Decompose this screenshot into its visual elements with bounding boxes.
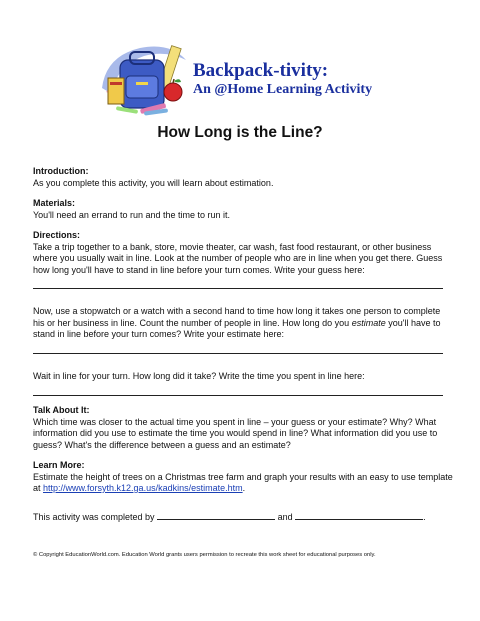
- talk-about-it-heading: Talk About It:: [33, 405, 90, 415]
- completer-name-blank-1[interactable]: [157, 510, 275, 520]
- brand-title: Backpack-tivity:: [193, 60, 329, 81]
- stopwatch-text-b: you'll have to stand in line before your turn comes? Write your estimate here:: [33, 317, 441, 339]
- stopwatch-instructions: [33, 306, 453, 341]
- time-spent-answer-line[interactable]: [33, 395, 443, 396]
- introduction-section: [33, 166, 453, 189]
- directions-heading: Directions:: [33, 230, 81, 240]
- wait-instructions: Wait in line for your turn. How long did it take? Write the time you spent in line here:: [33, 370, 365, 381]
- introduction-heading: Introduction:: [33, 166, 89, 176]
- worksheet-body: [33, 166, 453, 532]
- learn-more-section: [33, 460, 453, 495]
- guess-answer-line[interactable]: [33, 288, 443, 289]
- talk-about-it-text: Which time was closer to the actual time you spent in line – your guess or your estimate? Why? What information did you use to estimate the time you would spend in line? What information did you use to guess? What's the difference between a guess and an estimate?: [33, 416, 438, 450]
- stopwatch-text-a: Now, use a stopwatch or a watch with a second hand to time how long it takes one person to complete his or her business in line. Count the number of people in line. How long do you: [33, 306, 441, 328]
- learn-more-heading: Learn More:: [33, 460, 85, 470]
- completer-name-blank-2[interactable]: [295, 510, 423, 520]
- book-shape: [108, 78, 124, 104]
- talk-about-it-section: [33, 405, 453, 451]
- completed-prefix: This activity was completed by: [33, 511, 155, 522]
- page-title: How Long is the Line?: [157, 124, 323, 141]
- copyright-footer: © Copyright EducationWorld.com. Education World grants users permission to recreate this work sheet for educational purposes only.: [33, 552, 376, 558]
- directions-text: Take a trip together to a bank, store, movie theater, car wash, fast food restaurant, or other business where you usually wait in line. Look at the number of people who are in line when you get there. Guess how long you'll have to stand in line before your turn comes. Write your guess here:: [33, 241, 443, 275]
- backpack-logo-illustration: [96, 38, 190, 118]
- completion-line: [33, 510, 453, 524]
- learn-more-body: Estimate the height of trees on a Christmas tree farm and graph your results with an easy to use template at: [33, 471, 453, 493]
- estimate-template-link[interactable]: http://www.forsyth.k12.ga.us/kadkins/estimate.htm: [43, 483, 243, 493]
- materials-text: You'll need an errand to run and the time to run it.: [33, 209, 231, 220]
- introduction-text: As you complete this activity, you will learn about estimation.: [33, 177, 274, 188]
- directions-section: [33, 230, 453, 276]
- brand-subtitle: An @Home Learning Activity: [193, 82, 373, 97]
- apple-shape: [164, 83, 182, 101]
- estimate-emphasis: estimate: [351, 317, 386, 328]
- completed-and: and: [277, 511, 293, 522]
- learn-more-text: [33, 472, 453, 495]
- materials-section: [33, 198, 453, 221]
- estimate-answer-line[interactable]: [33, 353, 443, 354]
- completed-suffix: .: [423, 511, 426, 522]
- learn-more-end: .: [242, 483, 246, 493]
- materials-heading: Materials:: [33, 198, 76, 208]
